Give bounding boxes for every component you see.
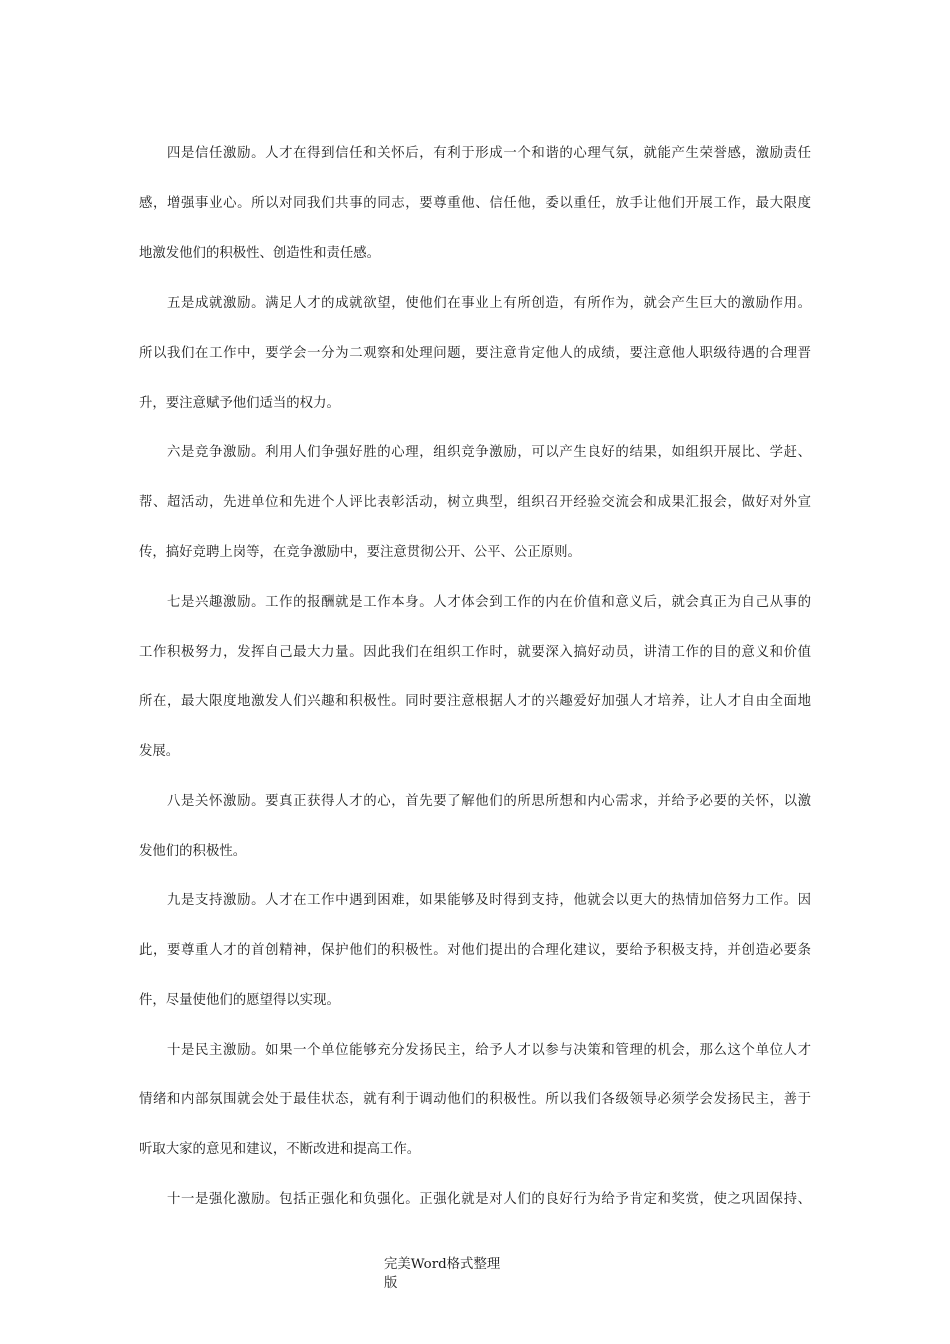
footer-line-1: 完美Word格式整理 — [384, 1257, 501, 1272]
paragraph-4-line-1: 七是兴趣激励。工作的报酬就是工作本身。人才体会到工作的内在价值和意义后，就会真正为自己从事的 — [167, 595, 811, 610]
paragraph-5-line-2: 发他们的积极性。 — [139, 844, 247, 859]
footer-line-2: 版 — [384, 1276, 398, 1291]
paragraph-3-line-2: 帮、超活动，先进单位和先进个人评比表彰活动，树立典型，组织召开经验交流会和成果汇报会，做好对外宣 — [139, 495, 811, 510]
paragraph-2-line-3: 升，要注意赋予他们适当的权力。 — [139, 396, 340, 411]
paragraph-7-line-2: 情绪和内部氛围就会处于最佳状态，就有利于调动他们的积极性。所以我们各级领导必须学会发扬民主，善于 — [139, 1092, 811, 1107]
page-footer — [384, 1255, 544, 1293]
paragraph-3-line-1: 六是竞争激励。利用人们争强好胜的心理，组织竞争激励，可以产生良好的结果，如组织开展比、学赶、 — [167, 445, 811, 460]
paragraph-2-line-1: 五是成就激励。满足人才的成就欲望，使他们在事业上有所创造，有所作为，就会产生巨大的激励作用。 — [167, 296, 811, 311]
paragraph-8-line-1: 十一是强化激励。包括正强化和负强化。正强化就是对人们的良好行为给予肯定和奖赏，使之巩固保持、 — [167, 1192, 811, 1207]
paragraph-7-line-1: 十是民主激励。如果一个单位能够充分发扬民主，给予人才以参与决策和管理的机会，那么这个单位人才 — [167, 1043, 811, 1058]
paragraph-5-line-1: 八是关怀激励。要真正获得人才的心，首先要了解他们的所思所想和内心需求，并给予必要的关怀，以激 — [167, 794, 811, 809]
paragraph-7-line-3: 听取大家的意见和建议，不断改进和提高工作。 — [139, 1142, 421, 1157]
paragraph-6-line-2: 此，要尊重人才的首创精神，保护他们的积极性。对他们提出的合理化建议，要给予积极支持，并创造必要条 — [139, 943, 811, 958]
paragraph-1-line-2: 感，增强事业心。所以对同我们共事的同志，要尊重他、信任他，委以重任，放手让他们开展工作，最大限度 — [139, 196, 811, 211]
paragraph-4-line-3: 所在，最大限度地激发人们兴趣和积极性。同时要注意根据人才的兴趣爱好加强人才培养，让人才自由全面地 — [139, 694, 811, 709]
paragraph-6-line-1: 九是支持激励。人才在工作中遇到困难，如果能够及时得到支持，他就会以更大的热情加倍努力工作。因 — [167, 893, 811, 908]
paragraph-1-line-3: 地激发他们的积极性、创造性和责任感。 — [139, 246, 381, 261]
paragraph-4-line-4: 发展。 — [139, 744, 180, 759]
paragraph-3-line-3: 传，搞好竞聘上岗等，在竞争激励中，要注意贯彻公开、公平、公正原则。 — [139, 545, 581, 560]
paragraph-6-line-3: 件，尽量使他们的愿望得以实现。 — [139, 993, 340, 1008]
paragraph-2-line-2: 所以我们在工作中，要学会一分为二观察和处理问题，要注意肯定他人的成绩，要注意他人职级待遇的合理晋 — [139, 346, 811, 361]
paragraph-4-line-2: 工作积极努力，发挥自己最大力量。因此我们在组织工作时，就要深入搞好动员，讲清工作的目的意义和价值 — [139, 645, 811, 660]
paragraph-1-line-1: 四是信任激励。人才在得到信任和关怀后，有利于形成一个和谐的心理气氛，就能产生荣誉感，激励责任 — [167, 146, 811, 161]
